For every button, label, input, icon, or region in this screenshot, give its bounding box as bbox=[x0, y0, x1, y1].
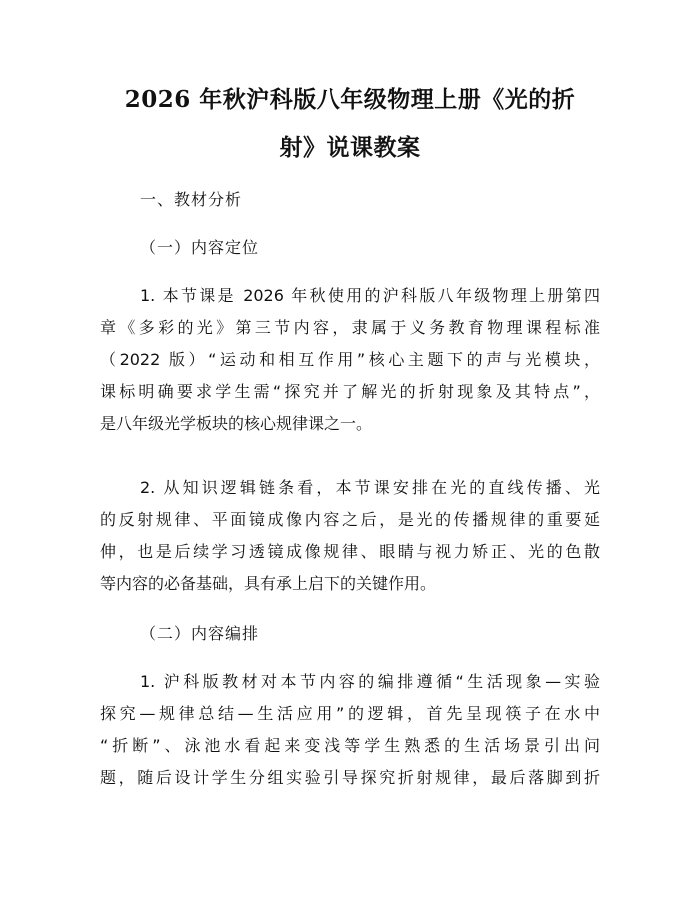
paragraph-line: 章《多彩的光》第三节内容，隶属于义务教育物理课程标准 bbox=[100, 318, 600, 337]
paragraph-line: 是八年级光学板块的核心规律课之一。 bbox=[100, 414, 373, 433]
section-heading-textbook-analysis: 一、教材分析 bbox=[140, 190, 243, 209]
paragraph-line: 探究—规律总结—生活应用”的逻辑，首先呈现筷子在水中 bbox=[100, 704, 600, 723]
paragraph-line: 的反射规律、平面镜成像内容之后，是光的传播规律的重要延 bbox=[100, 510, 600, 529]
paragraph-content-arrangement-1 bbox=[100, 666, 600, 794]
paragraph-line: 1. 本节课是 2026 年秋使用的沪科版八年级物理上册第四 bbox=[140, 286, 600, 305]
subsection-heading-content-positioning: （一）内容定位 bbox=[140, 238, 260, 257]
document-title-line-2: 射》说课教案 bbox=[279, 134, 421, 161]
paragraph-content-positioning-1 bbox=[100, 280, 600, 440]
subsection-heading-content-arrangement: （二）内容编排 bbox=[140, 624, 260, 643]
paragraph-line: 1. 沪科版教材对本节内容的编排遵循“生活现象—实验 bbox=[140, 672, 600, 691]
paragraph-line: 等内容的必备基础，具有承上启下的关键作用。 bbox=[100, 574, 437, 593]
document-title-line-1: 2026 年秋沪科版八年级物理上册《光的折 bbox=[124, 86, 576, 113]
paragraph-line: “折断”、泳池水看起来变浅等学生熟悉的生活场景引出问 bbox=[100, 736, 600, 755]
paragraph-content-positioning-2 bbox=[100, 472, 600, 600]
paragraph-line: 伸，也是后续学习透镜成像规律、眼睛与视力矫正、光的色散 bbox=[100, 542, 600, 561]
paragraph-line: 题，随后设计学生分组实验引导探究折射规律，最后落脚到折 bbox=[100, 768, 600, 787]
paragraph-line: （2022 版）“运动和相互作用”核心主题下的声与光模块， bbox=[100, 350, 600, 369]
paragraph-line: 课标明确要求学生需“探究并了解光的折射现象及其特点”， bbox=[100, 382, 600, 401]
paragraph-line: 2. 从知识逻辑链条看，本节课安排在光的直线传播、光 bbox=[140, 478, 600, 497]
